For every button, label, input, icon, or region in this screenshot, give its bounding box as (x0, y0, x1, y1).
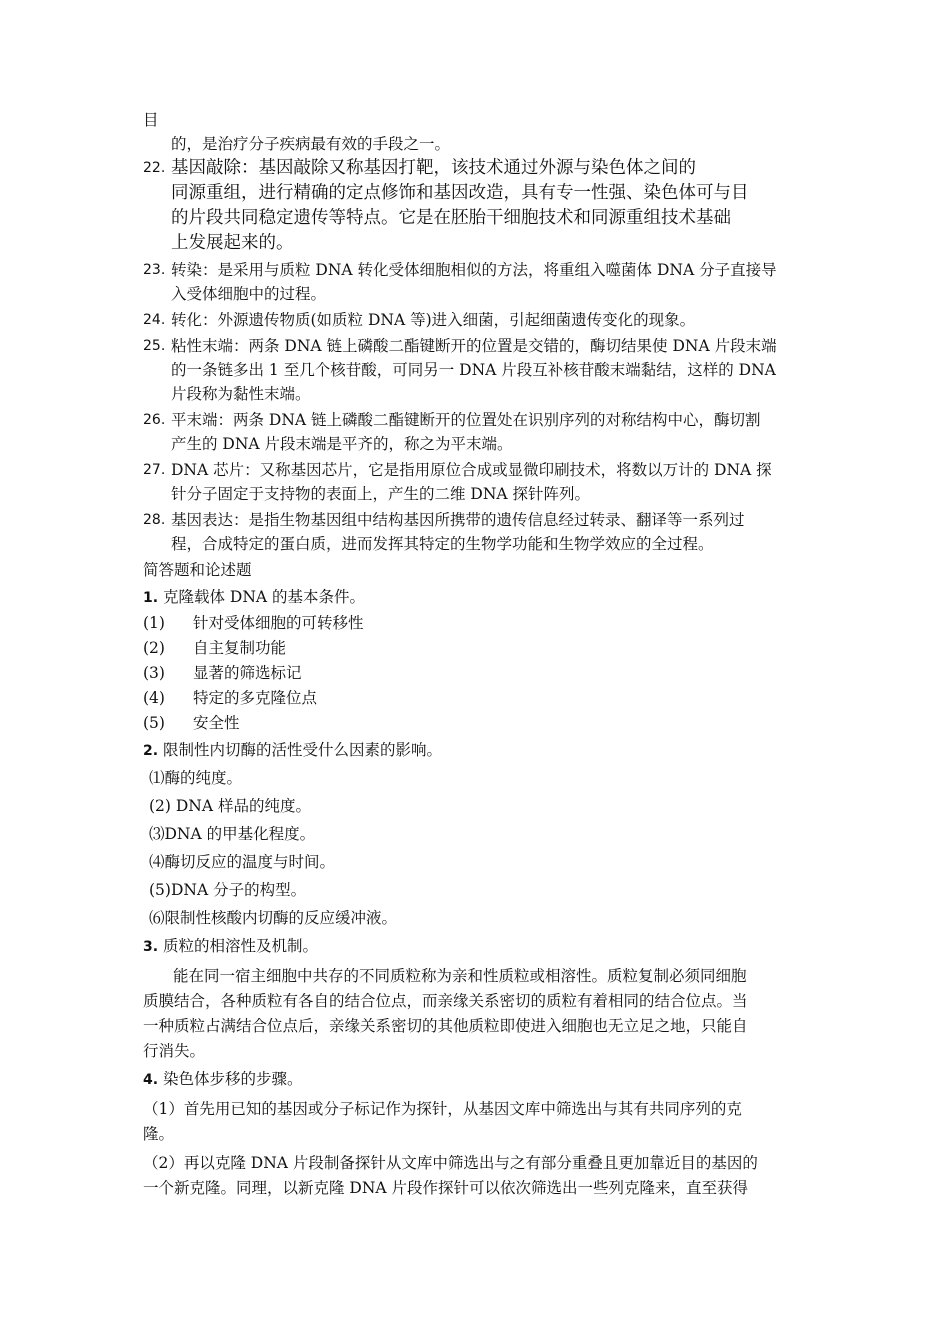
answer-item (143, 611, 811, 636)
text-line: 转化：外源遗传物质(如质粒 DNA 等)进入细菌，引起细菌遗传变化的现象。 (171, 311, 696, 329)
definition-25 (143, 334, 811, 406)
answer-item: ⑶DNA 的甲基化程度。 (149, 825, 316, 843)
question-text: 限制性内切酶的活性受什么因素的影响。 (163, 741, 443, 759)
text-line: （1）首先用已知的基因或分子标记作为探针，从基因文库中筛选出与其有共同序列的克 (143, 1100, 742, 1118)
document-page (143, 108, 811, 1201)
question-number: 2. (143, 743, 159, 759)
text-line: 入受体细胞中的过程。 (171, 285, 327, 303)
definition-text (171, 156, 811, 256)
answer-text: 安全性 (193, 714, 240, 732)
text-line: 一个新克隆。同理，以新克隆 DNA 片段作探针可以依次筛选出一些列克隆来，直至获得 (143, 1179, 749, 1197)
definition-22 (143, 156, 811, 256)
question-4-title (143, 1067, 811, 1093)
definition-24 (143, 308, 811, 332)
text-line: 转染：是采用与质粒 DNA 转化受体细胞相似的方法，将重组入噬菌体 DNA 分子直接导 (171, 261, 777, 279)
definition-text (171, 308, 811, 332)
answer-mark: (5) (143, 714, 165, 732)
answer-item (143, 661, 811, 686)
text-line: 基因表达：是指生物基因组中结构基因所携带的遗传信息经过转录、翻译等一系列过 (171, 511, 745, 529)
answer-item: ⑹限制性核酸内切酶的反应缓冲液。 (149, 909, 398, 927)
question-1-title (143, 585, 811, 611)
text-line: 上发展起来的。 (171, 233, 294, 253)
text-line: 的片段共同稳定遗传等特点。它是在胚胎干细胞技术和同源重组技术基础 (171, 208, 731, 228)
text-line: 片段称为黏性末端。 (171, 385, 311, 403)
fragment-line-2: 的，是治疗分子疾病最有效的手段之一。 (171, 135, 451, 153)
section-title: 简答题和论述题 (143, 561, 252, 579)
question-text: 质粒的相溶性及机制。 (163, 937, 319, 955)
text-line: 隆。 (143, 1125, 175, 1143)
question-4-answer (143, 1097, 811, 1201)
question-number: 1. (143, 590, 159, 606)
definition-text (171, 334, 811, 406)
answer-mark: (4) (143, 689, 165, 707)
definitions-list (143, 156, 811, 556)
definition-23 (143, 258, 811, 306)
answer-text: 特定的多克隆位点 (193, 689, 318, 707)
answer-item (143, 711, 811, 736)
item-number: 27. (143, 462, 166, 478)
question-number: 3. (143, 939, 159, 955)
text-line: 行消失。 (143, 1042, 206, 1060)
answer-mark: (1) (143, 614, 165, 632)
text-line: 质膜结合，各种质粒有各自的结合位点，而亲缘关系密切的质粒有着相同的结合位点。当 (143, 992, 748, 1010)
answer-text: 自主复制功能 (193, 639, 287, 657)
definition-28 (143, 508, 811, 556)
item-number: 26. (143, 412, 166, 428)
answer-item: ⑴酶的纯度。 (149, 769, 243, 787)
answer-item: (2) DNA 样品的纯度。 (149, 797, 311, 815)
text-line: 产生的 DNA 片段末端是平齐的，称之为平末端。 (171, 435, 513, 453)
question-3-answer (143, 964, 811, 1064)
text-line: DNA 芯片：又称基因芯片，它是指用原位合成或显微印刷技术，将数以万计的 DNA 探 (171, 461, 772, 479)
text-line: 同源重组，进行精确的定点修饰和基因改造，具有专一性强、染色体可与目 (171, 183, 749, 203)
question-2-title (143, 738, 811, 764)
text-line: 一种质粒占满结合位点后，亲缘关系密切的其他质粒即使进入细胞也无立足之地，只能自 (143, 1017, 748, 1035)
answer-item: (5)DNA 分子的构型。 (149, 881, 307, 899)
definition-27 (143, 458, 811, 506)
definition-text (171, 408, 811, 456)
question-1-answers (143, 611, 811, 736)
question-text: 染色体步移的步骤。 (163, 1070, 303, 1088)
item-number: 23. (143, 262, 166, 278)
answer-mark: (3) (143, 664, 165, 682)
question-2-answers (143, 766, 811, 931)
text-line: 粘性末端：两条 DNA 链上磷酸二酯键断开的位置是交错的，酶切结果使 DNA 片段末端 (171, 337, 777, 355)
definition-text (171, 258, 811, 306)
answer-item (143, 636, 811, 661)
text-line: （2）再以克隆 DNA 片段制备探针从文库中筛选出与之有部分重叠且更加靠近目的基因的 (143, 1154, 758, 1172)
text-line: 的一条链多出 1 至几个核苷酸，可同另一 DNA 片段互补核苷酸末端黏结，这样的 DNA (171, 361, 776, 379)
text-line: 针分子固定于支持物的表面上，产生的二维 DNA 探针阵列。 (171, 485, 591, 503)
answer-item (143, 686, 811, 711)
definition-text (171, 458, 811, 506)
fragment-line-1: 目 (143, 111, 159, 129)
text-line: 能在同一宿主细胞中共存的不同质粒称为亲和性质粒或相溶性。质粒复制必须同细胞 (173, 967, 747, 985)
definition-26 (143, 408, 811, 456)
text-line: 程，合成特定的蛋白质，进而发挥其特定的生物学功能和生物学效应的全过程。 (171, 535, 714, 553)
item-number: 28. (143, 512, 166, 528)
answer-mark: (2) (143, 639, 165, 657)
definition-text (171, 508, 811, 556)
text-line: 平末端：两条 DNA 链上磷酸二酯键断开的位置处在识别序列的对称结构中心，酶切割 (171, 411, 761, 429)
answer-text: 针对受体细胞的可转移性 (193, 614, 364, 632)
item-number: 24. (143, 312, 166, 328)
answer-text: 显著的筛选标记 (193, 664, 302, 682)
question-3-title (143, 934, 811, 960)
text-line: 基因敲除：基因敲除又称基因打靶，该技术通过外源与染色体之间的 (171, 158, 696, 178)
item-number: 22. (143, 160, 166, 176)
question-text: 克隆载体 DNA 的基本条件。 (163, 588, 366, 606)
answer-item: ⑷酶切反应的温度与时间。 (149, 853, 336, 871)
item-number: 25. (143, 338, 166, 354)
question-number: 4. (143, 1072, 159, 1088)
